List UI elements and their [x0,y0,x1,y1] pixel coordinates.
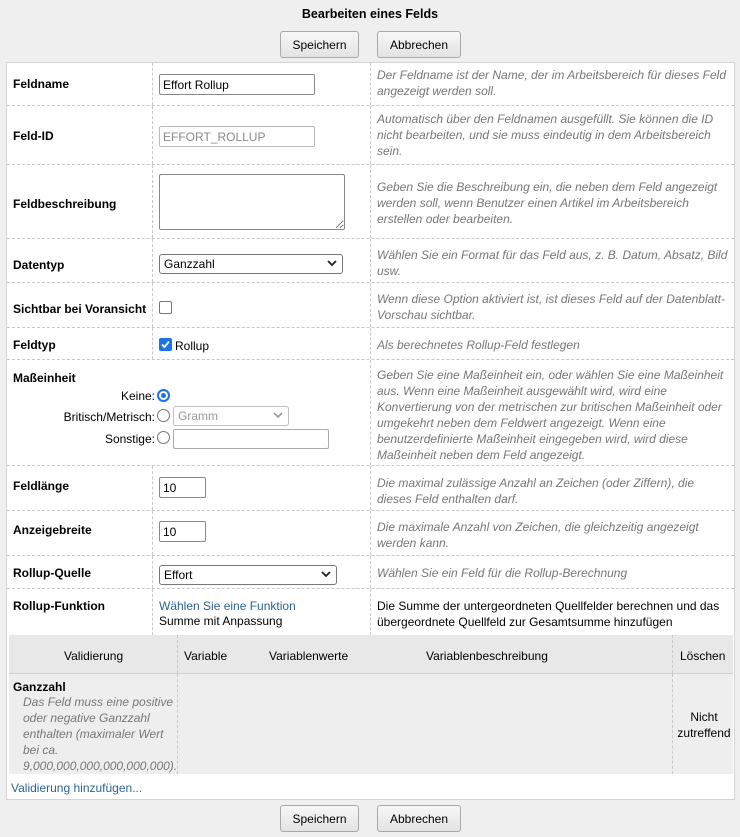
row-preview-visible [7,283,734,328]
field-description-label: Feldbeschreibung [13,197,117,211]
unit-none-radio[interactable] [157,389,170,402]
rollup-function-help: Die Summe der untergeordneten Quellfelder berechnen und das übergeordnete Quellfeld zur Gesamtsumme hinzufügen [377,599,720,629]
row-rollup-function [7,589,734,635]
field-id-input [159,126,315,147]
save-button-bottom[interactable]: Speichern [280,805,359,832]
row-rollup-source [7,556,734,589]
validation-table-header [9,635,733,674]
field-form [6,62,735,800]
datatype-help: Wählen Sie ein Format für das Feld aus, z. B. Datum, Absatz, Bild usw. [377,248,728,278]
validation-name: Ganzzahl [13,680,66,694]
row-datatype [7,239,734,283]
unit-other-input[interactable] [173,429,329,449]
rollup-checkbox[interactable] [159,338,172,351]
preview-visible-label: Sichtbar bei Voransicht [13,302,147,316]
rollup-source-select[interactable] [159,565,337,585]
unit-imperial-radio[interactable] [157,409,170,422]
field-length-help: Die maximal zulässige Anzahl an Zeichen (oder Ziffern), die dieses Feld enthalten darf. [377,476,695,506]
table-row [9,674,733,774]
page-title: Bearbeiten eines Felds [301,7,439,21]
field-type-help: Als berechnetes Rollup-Feld festlegen [377,338,580,352]
field-name-help: Der Feldname ist der Name, der im Arbeitsbereich für dieses Feld angezeigt werden soll. [377,68,727,98]
validation-description: Das Feld muss eine positive oder negative Ganzzahl enthalten (maximaler Wert bei ca. 9,000,000,000,000,000,000). [23,695,178,773]
col-delete: Löschen [680,649,726,663]
rollup-source-label: Rollup-Quelle [13,566,91,580]
checkmark-icon [160,339,171,350]
unit-other-radio[interactable] [157,431,170,444]
bottom-button-bar [0,805,740,833]
datatype-label: Datentyp [13,258,65,272]
field-type-label: Feldtyp [13,338,56,352]
row-field-description [7,165,734,239]
add-validation-link[interactable]: Validierung hinzufügen... [11,781,143,795]
preview-visible-checkbox[interactable] [159,301,172,314]
datatype-select[interactable] [159,254,343,274]
row-field-name [7,63,734,106]
field-description-textarea[interactable] [159,174,345,230]
col-variable-description: Variablenbeschreibung [426,649,548,663]
chevron-down-icon [320,567,332,581]
cancel-button-bottom[interactable]: Abbrechen [377,805,461,832]
datatype-select-value: Ganzzahl [164,257,215,271]
col-validation: Validierung [64,649,124,663]
unit-help: Geben Sie eine Maßeinheit ein, oder wählen Sie eine Maßeinheit aus. Wenn eine Maßeinheit ausgewählt wird, wird eine Konvertierung von der metrischen zur britischen Maßeinheit oder umgekehrt neben dem Feldwert angezeigt. Wenn eine benutzerdefinierte Maßeinheit eingegeben wird, wird diese Maßeinheit neben dem Feld angezeigt. [377,368,724,462]
rollup-checkbox-label: Rollup [175,339,210,353]
field-id-label: Feld-ID [13,129,54,143]
display-width-input[interactable] [159,521,206,542]
choose-function-link[interactable]: Wählen Sie eine Funktion [159,599,296,613]
chevron-down-icon [326,256,338,270]
row-display-width [7,511,734,556]
unit-imperial-label: Britisch/Metrisch: [63,410,155,424]
unit-label: Maßeinheit [13,371,76,385]
preview-visible-help: Wenn diese Option aktiviert ist, ist dieses Feld auf der Datenblatt-Vorschau sichtbar. [377,292,725,322]
field-name-label: Feldname [13,77,70,91]
field-description-help: Geben Sie die Beschreibung ein, die neben dem Feld angezeigt werden soll, wenn Benutzer einen Artikel im Arbeitsbereich erstellen oder bearbeiten. [377,180,718,226]
unit-other-label: Sonstige: [104,432,155,446]
rollup-function-value: Summe mit Anpassung [159,614,283,628]
display-width-help: Die maximale Anzahl von Zeichen, die gleichzeitig angezeigt werden kann. [377,520,699,550]
rollup-source-help: Wählen Sie ein Feld für die Rollup-Berechnung [377,566,628,580]
rollup-function-label: Rollup-Funktion [13,599,105,613]
row-unit [7,360,734,466]
validation-delete: Nicht zutreffend [677,710,731,740]
chevron-down-icon [272,408,284,422]
rollup-source-value: Effort [164,568,193,582]
row-field-id [7,106,734,165]
unit-none-label: Keine: [120,389,155,403]
field-id-help: Automatisch über den Feldnamen ausgefüllt. Sie können die ID nicht bearbeiten, und sie muss eindeutig in dem Arbeitsbereich sein. [377,112,714,158]
row-field-type [7,328,734,360]
display-width-label: Anzeigebreite [13,523,92,537]
save-button[interactable]: Speichern [280,31,359,58]
cancel-button[interactable]: Abbrechen [377,31,461,58]
field-length-label: Feldlänge [13,479,70,493]
field-name-input[interactable] [159,74,315,95]
col-variable-values: Variablenwerte [269,649,349,663]
field-length-input[interactable] [159,477,206,498]
col-variable: Variable [184,649,228,663]
row-field-length [7,466,734,511]
unit-imperial-select [173,406,289,426]
unit-imperial-value: Gramm [178,409,218,423]
top-button-bar [0,31,740,59]
